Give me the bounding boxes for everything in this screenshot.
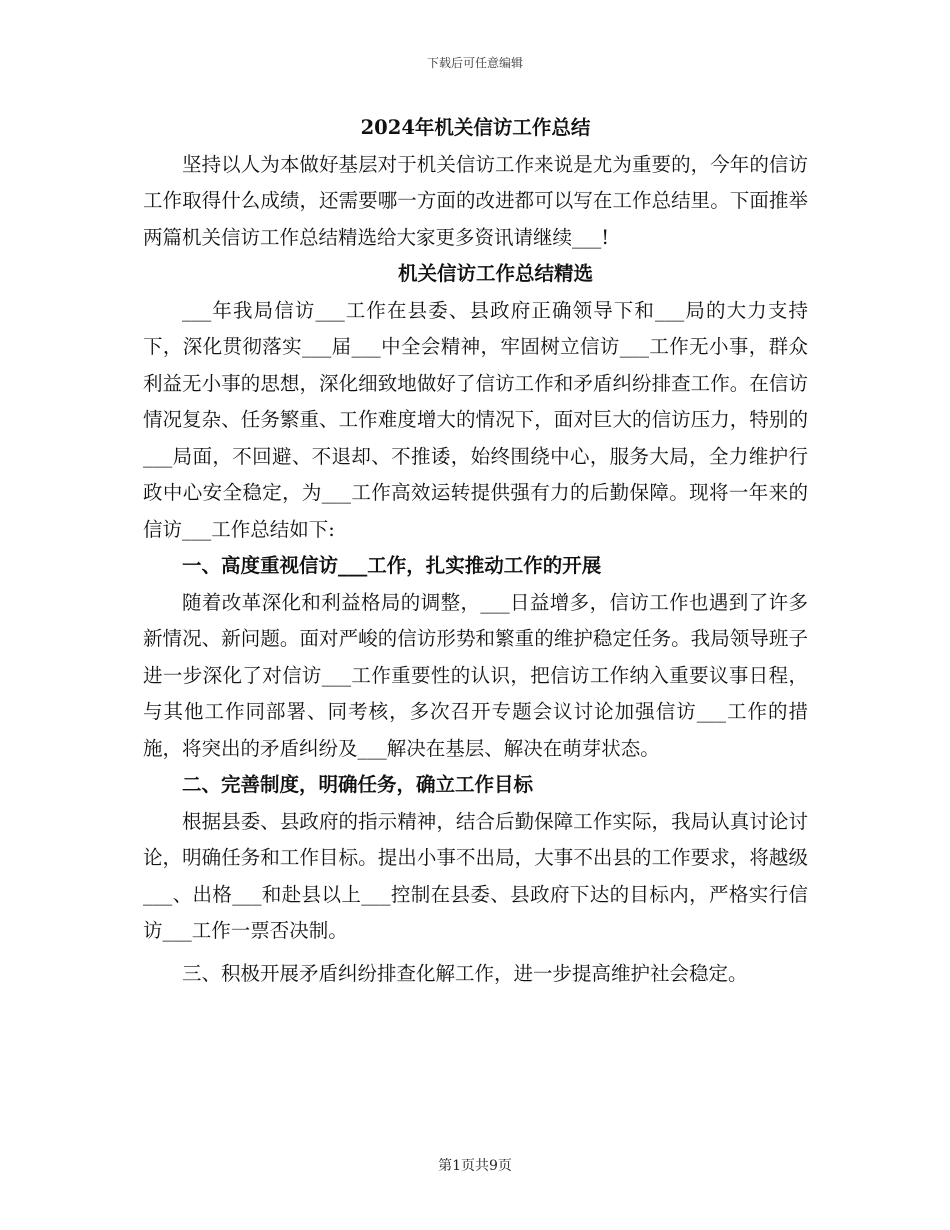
- section-heading-2: 二、完善制度，明确任务，确立工作目标: [182, 773, 534, 796]
- document-subtitle: 机关信访工作总结精选: [397, 262, 593, 285]
- paragraph-3: 根据县委、县政府的指示精神，结合后勤保障工作实际，我局认真讨论讨论，明确任务和工作目标。提出小事不出局，大事不出县的工作要求，将越级___、出格___和赴县以上___控制在县委、县政府下达的目标内，严格实行信访___工作一票否决制。: [143, 809, 808, 942]
- header-note: 下载后可任意编辑: [426, 56, 523, 70]
- paragraph-1: ___年我局信访___工作在县委、县政府正确领导下和___局的大力支持下，深化贯彻落实___届___中全会精神，牢固树立信访___工作无小事，群众利益无小事的思想，深化细致地做好了信访工作和矛盾纠纷排查工作。在信访情况复杂、任务繁重、工作难度增大的情况下，面对巨大的信访压力，特别的___局面，不回避、不退却、不推诿，始终围绕中心，服务大局，全力维护行政中心安全稳定，为___工作高效运转提供强有力的后勤保障。现将一年来的信访___工作总结如下:: [143, 298, 808, 541]
- document-body: [143, 110, 808, 992]
- intro-paragraph: 坚持以人为本做好基层对于机关信访工作来说是尤为重要的，今年的信访工作取得什么成绩，还需要哪一方面的改进都可以写在工作总结里。下面推举两篇机关信访工作总结精选给大家更多资讯请继续___!: [143, 152, 808, 249]
- page-number: 第1页共9页: [438, 1158, 512, 1174]
- section-heading-3: 三、积极开展矛盾纠纷排查化解工作，进一步提高维护社会稳定。: [182, 961, 748, 985]
- document-title: 2024年机关信访工作总结: [360, 116, 591, 139]
- paragraph-2: 随着改革深化和利益格局的调整，___日益增多，信访工作也遇到了许多新情况、新问题。面对严峻的信访形势和繁重的维护稳定任务。我局领导班子进一步深化了对信访___工作重要性的认识，把信访工作纳入重要议事日程，与其他工作同部署、同考核，多次召开专题会议讨论加强信访___工作的措施，将突出的矛盾纠纷及___解决在基层、解决在萌芽状态。: [143, 590, 808, 760]
- section-heading-1: 一、高度重视信访___工作，扎实推动工作的开展: [182, 554, 602, 577]
